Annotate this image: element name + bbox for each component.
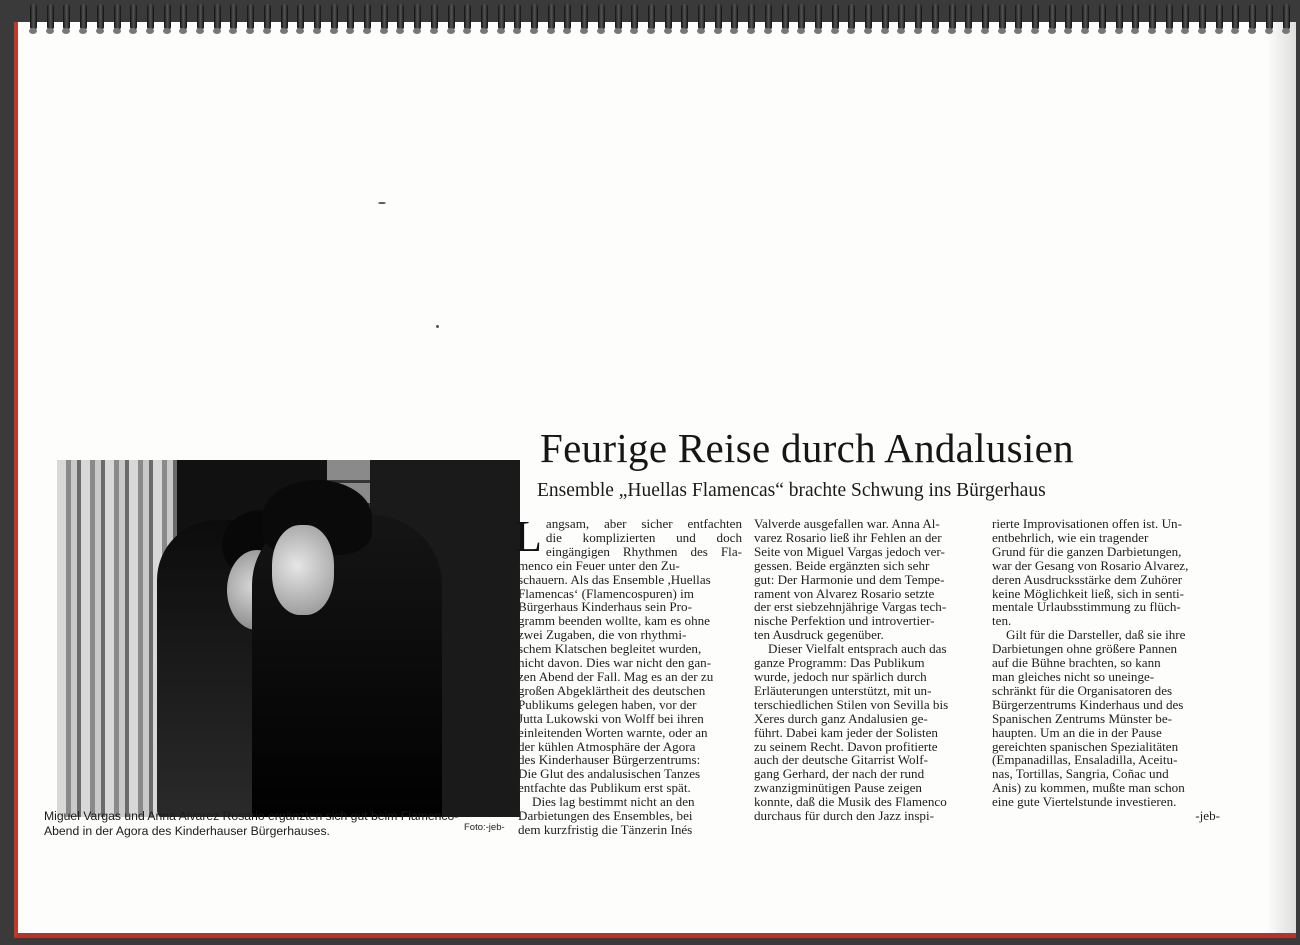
text-line: nas, Tortillas, Sangria, Coñac und (992, 766, 1169, 782)
binding-coil (1283, 4, 1290, 30)
binding-hole (697, 28, 705, 34)
binding-hole (62, 28, 70, 34)
binding-hole (396, 28, 404, 34)
text-line: war der Gesang von Rosario Alvarez, (992, 557, 1189, 573)
binding-coil (548, 4, 555, 30)
text-line: zwei Zugaben, die von rhythmi- (518, 627, 687, 643)
binding-coil (397, 4, 404, 30)
binding-hole (1265, 28, 1273, 34)
binding-coil (147, 4, 154, 30)
text-line: varez Rosario ließ ihr Fehlen an der (754, 529, 942, 545)
binding-coil (30, 4, 37, 30)
binding-hole (781, 28, 789, 34)
text-line: nische Perfektion und introvertier- (754, 613, 935, 629)
binding-coil (1232, 4, 1239, 30)
binding-coil (514, 4, 521, 30)
binding-coil (531, 4, 538, 30)
binding-coil (748, 4, 755, 30)
paper-speck (436, 325, 439, 328)
binding-hole (246, 28, 254, 34)
binding-hole (530, 28, 538, 34)
text-line: mentale Urlaubsstimmung zu flüch- (992, 599, 1181, 615)
text-line: Seite von Miguel Vargas jedoch ver- (754, 543, 945, 559)
paragraph-4 (992, 628, 1220, 809)
binding-coil (498, 4, 505, 30)
binding-hole (79, 28, 87, 34)
paper-speck (378, 202, 386, 204)
text-line: durchaus für durch den Jazz inspi- (754, 808, 934, 824)
paragraph-2 (518, 795, 742, 837)
text-line: gereichten spanischen Spezialitäten (992, 738, 1179, 754)
text-line: gang Gerhard, der nach der rund (754, 766, 925, 782)
text-line: der erst siebzehnjährige Vargas tech- (754, 599, 947, 615)
text-line: terschiedlichen Stilen von Sevilla bis (754, 696, 949, 712)
binding-coil (97, 4, 104, 30)
binding-hole (814, 28, 822, 34)
text-line: angsam, aber sicher entfachten (545, 516, 742, 531)
text-line: Publikums gelegen haben, vor der (518, 696, 697, 712)
binding-coil (264, 4, 271, 30)
binding-coil (481, 4, 488, 30)
binding-hole (914, 28, 922, 34)
binding-hole (480, 28, 488, 34)
binding-hole (897, 28, 905, 34)
text-line: Grund für die ganzen Darbietungen, (992, 543, 1182, 559)
binding-hole (280, 28, 288, 34)
binding-coil (915, 4, 922, 30)
binding-coil (782, 4, 789, 30)
binding-coil (364, 4, 371, 30)
binding-coil (431, 4, 438, 30)
binding-hole (764, 28, 772, 34)
text-line: schränkt für die Organisatoren des (992, 682, 1173, 698)
article-headline: Feurige Reise durch Andalusien (540, 425, 1074, 471)
binding-coil (331, 4, 338, 30)
paragraph-3-cont (992, 517, 1220, 628)
binding-hole (1165, 28, 1173, 34)
binding-coil (1132, 4, 1139, 30)
binding-hole (163, 28, 171, 34)
binding-coil (815, 4, 822, 30)
binding-coil (347, 4, 354, 30)
photo-dancer-man-face (272, 525, 334, 615)
binding-coil (247, 4, 254, 30)
binding-coil (832, 4, 839, 30)
binding-hole (680, 28, 688, 34)
text-line: Dies lag bestimmt nicht an den (532, 794, 695, 810)
text-line: Bürgerzentrums Kinderhaus und des (992, 696, 1184, 712)
text-line: Anis) zu kommen, mußte man schon (992, 780, 1185, 796)
binding-hole (864, 28, 872, 34)
binding-coil (731, 4, 738, 30)
binding-hole (1231, 28, 1239, 34)
article-column-3 (992, 517, 1220, 823)
binding-coil (898, 4, 905, 30)
text-line: rament von Alvarez Rosario setzte (754, 585, 935, 601)
binding-coil (598, 4, 605, 30)
binding-coil (999, 4, 1006, 30)
text-line: haupten. Um an die in der Pause (992, 724, 1162, 740)
binding-hole (263, 28, 271, 34)
article-signature: -jeb- (1195, 808, 1220, 824)
binding-hole (1215, 28, 1223, 34)
binding-hole (1248, 28, 1256, 34)
text-line: keine Möglichkeit ließ, sich in senti- (992, 585, 1185, 601)
binding-hole (948, 28, 956, 34)
binding-coil (1216, 4, 1223, 30)
binding-hole (797, 28, 805, 34)
photo-caption (44, 809, 504, 839)
binding-hole (964, 28, 972, 34)
text-line: wurde, jedoch nur spärlich durch (754, 668, 927, 684)
text-line: eine gute Viertelstunde investieren. (992, 794, 1177, 810)
article-dropcap: L (515, 512, 542, 561)
text-line: entfachte das Publikum erst spät. (518, 780, 691, 796)
article-column-2 (754, 517, 980, 823)
paragraph-2-cont (754, 517, 980, 642)
text-line: (Empanadillas, Ensaladilla, Aceitu- (992, 752, 1178, 768)
text-line: gessen. Beide ergänzten sich sehr (754, 557, 930, 573)
paragraph-1-cont (518, 559, 742, 795)
binding-coil (464, 4, 471, 30)
text-line: Dieser Vielfalt entsprach auch das (768, 641, 947, 657)
binding-hole (1098, 28, 1106, 34)
text-line: Die Glut des andalusischen Tanzes (518, 766, 701, 782)
binding-coil (448, 4, 455, 30)
binding-hole (179, 28, 187, 34)
binding-coil (1049, 4, 1056, 30)
binding-hole (847, 28, 855, 34)
binding-hole (630, 28, 638, 34)
binding-coil (1199, 4, 1206, 30)
binding-hole (330, 28, 338, 34)
binding-coil (631, 4, 638, 30)
text-line: zwanzigminütigen Pause zeigen (754, 780, 922, 796)
binding-hole (497, 28, 505, 34)
text-line: Darbietungen des Ensembles, bei (518, 808, 693, 824)
binding-hole (1148, 28, 1156, 34)
binding-coil (681, 4, 688, 30)
binding-hole (563, 28, 571, 34)
binding-coil (214, 4, 221, 30)
binding-hole (1081, 28, 1089, 34)
binding-hole (580, 28, 588, 34)
binding-hole (1014, 28, 1022, 34)
text-line: auf die Bühne brachten, so kann (992, 655, 1161, 671)
text-line: des Kinderhauser Bürgerzentrums: (518, 752, 701, 768)
binding-hole (831, 28, 839, 34)
binding-coil (314, 4, 321, 30)
binding-coil (865, 4, 872, 30)
binding-hole (313, 28, 321, 34)
text-line: Gilt für die Darsteller, daß sie ihre (1006, 627, 1186, 643)
text-line: schem Klatschen begleitet wurden, (518, 641, 702, 657)
binding-hole (447, 28, 455, 34)
article-column-1 (515, 512, 742, 837)
binding-hole (747, 28, 755, 34)
binding-coil (848, 4, 855, 30)
binding-hole (513, 28, 521, 34)
binding-hole (463, 28, 471, 34)
text-line: führt. Dabei kam jeder der Solisten (754, 724, 938, 740)
binding-coil (297, 4, 304, 30)
binding-hole (1031, 28, 1039, 34)
binding-hole (1048, 28, 1056, 34)
binding-hole (213, 28, 221, 34)
text-line: Erläuterungen unterstützt, mit un- (754, 682, 932, 698)
binding-coil (965, 4, 972, 30)
binding-hole (998, 28, 1006, 34)
text-line: auch der deutsche Gitarrist Wolf- (754, 752, 928, 768)
binding-hole (1115, 28, 1123, 34)
binding-coil (130, 4, 137, 30)
binding-coil (1149, 4, 1156, 30)
binding-coil (114, 4, 121, 30)
binding-coil (1065, 4, 1072, 30)
binding-hole (346, 28, 354, 34)
text-line: Spanischen Zentrums Münster be- (992, 710, 1173, 726)
binding-coil (932, 4, 939, 30)
text-line: dem kurzfristig die Tänzerin Inés (518, 821, 693, 837)
text-line: ten. (992, 613, 1012, 629)
binding-coil (180, 4, 187, 30)
binding-coil (581, 4, 588, 30)
binding-hole (413, 28, 421, 34)
photo-credit: Foto:-jeb- (464, 822, 505, 833)
binding-hole (1198, 28, 1206, 34)
text-line: Jutta Lukowski von Wolff bei ihren (518, 710, 704, 726)
text-line: Valverde ausgefallen war. Anna Al- (754, 516, 940, 531)
binding-coil (1182, 4, 1189, 30)
binding-coil (798, 4, 805, 30)
paragraph-3 (754, 642, 980, 823)
binding-coil (1249, 4, 1256, 30)
binding-coil (80, 4, 87, 30)
binding-hole (363, 28, 371, 34)
binding-coil (281, 4, 288, 30)
article-subheadline: Ensemble „Huellas Flamencas“ brachte Schwung ins Bürgerhaus (537, 480, 1046, 501)
binding-coil (1032, 4, 1039, 30)
binding-hole (1181, 28, 1189, 34)
binding-coil (982, 4, 989, 30)
text-line: gramm beenden wollte, kam es ohne (518, 613, 710, 629)
binding-coil (230, 4, 237, 30)
binding-coil (765, 4, 772, 30)
text-line: Flamencas‘ (Flamencospuren) im (518, 585, 694, 601)
binding-coil (615, 4, 622, 30)
binding-hole (1131, 28, 1139, 34)
binding-hole (380, 28, 388, 34)
binding-hole (664, 28, 672, 34)
photo-caption-line: Abend in der Agora des Kinderhauser Bürgerhauses. (44, 824, 330, 838)
binding-coil (1166, 4, 1173, 30)
text-line: entbehrlich, wie ein tragender (992, 529, 1149, 545)
flamenco-photo (57, 460, 520, 817)
binding-coil (414, 4, 421, 30)
text-line: eingängigen Rhythmen des Fla- (545, 543, 742, 559)
binding-hole (881, 28, 889, 34)
binding-hole (730, 28, 738, 34)
spiral-binding (20, 0, 1290, 34)
binding-hole (296, 28, 304, 34)
text-line: ganze Programm: Das Publikum (754, 655, 925, 671)
binding-hole (96, 28, 104, 34)
binding-hole (1282, 28, 1290, 34)
binding-coil (47, 4, 54, 30)
text-line: zu seinem Recht. Davon profitierte (754, 738, 938, 754)
binding-coil (715, 4, 722, 30)
binding-coil (882, 4, 889, 30)
binding-hole (113, 28, 121, 34)
text-line: Darbietungen ohne größere Pannen (992, 641, 1178, 657)
text-line: Bürgerhaus Kinderhaus sein Pro- (518, 599, 692, 615)
binding-hole (714, 28, 722, 34)
text-line: nicht davon. Dies war nicht den gan- (518, 655, 712, 671)
binding-hole (614, 28, 622, 34)
text-line: schauern. Als das Ensemble ,Huellas (518, 571, 711, 587)
binding-coil (648, 4, 655, 30)
binding-coil (1266, 4, 1273, 30)
binding-coil (381, 4, 388, 30)
binding-coil (164, 4, 171, 30)
text-line: konnte, daß die Musik des Flamenco (754, 794, 947, 810)
binding-coil (1116, 4, 1123, 30)
binding-coil (63, 4, 70, 30)
text-line: gut: Der Harmonie und dem Tempe- (754, 571, 945, 587)
binding-coil (197, 4, 204, 30)
text-line: großen Abgeklärtheit des deutschen (518, 682, 706, 698)
text-line: der kühlen Atmosphäre der Agora (518, 738, 696, 754)
binding-coil (1099, 4, 1106, 30)
text-line: man gleiches nicht so uneinge- (992, 668, 1155, 684)
binding-hole (46, 28, 54, 34)
binding-coil (949, 4, 956, 30)
binding-hole (647, 28, 655, 34)
binding-hole (547, 28, 555, 34)
text-line: rierte Improvisationen offen ist. Un- (992, 516, 1182, 531)
text-line: die komplizierten und doch (545, 529, 742, 545)
binding-hole (146, 28, 154, 34)
binding-coil (564, 4, 571, 30)
text-line: ten Ausdruck gegenüber. (754, 627, 884, 643)
text-line: menco ein Feuer unter den Zu- (518, 557, 680, 573)
binding-hole (1064, 28, 1072, 34)
binding-hole (597, 28, 605, 34)
text-line: Xeres durch ganz Andalusien ge- (754, 710, 928, 726)
paragraph-1 (518, 517, 742, 559)
binding-hole (229, 28, 237, 34)
binding-hole (430, 28, 438, 34)
text-line: deren Ausdrucksstärke dem Zuhörer (992, 571, 1183, 587)
binding-coil (1082, 4, 1089, 30)
photo-caption-line: Miguel Vargas und Anna Alvarez Rosario ergänzten sich gut beim Flamenco- (44, 809, 459, 823)
binding-coil (1015, 4, 1022, 30)
binding-coil (665, 4, 672, 30)
binding-coil (698, 4, 705, 30)
binding-hole (981, 28, 989, 34)
binding-hole (129, 28, 137, 34)
binding-hole (196, 28, 204, 34)
binding-hole (29, 28, 37, 34)
binding-hole (931, 28, 939, 34)
text-line: zen Abend der Fall. Mag es an der zu (518, 668, 714, 684)
text-line: einleitenden Worten warnte, oder an (518, 724, 708, 740)
